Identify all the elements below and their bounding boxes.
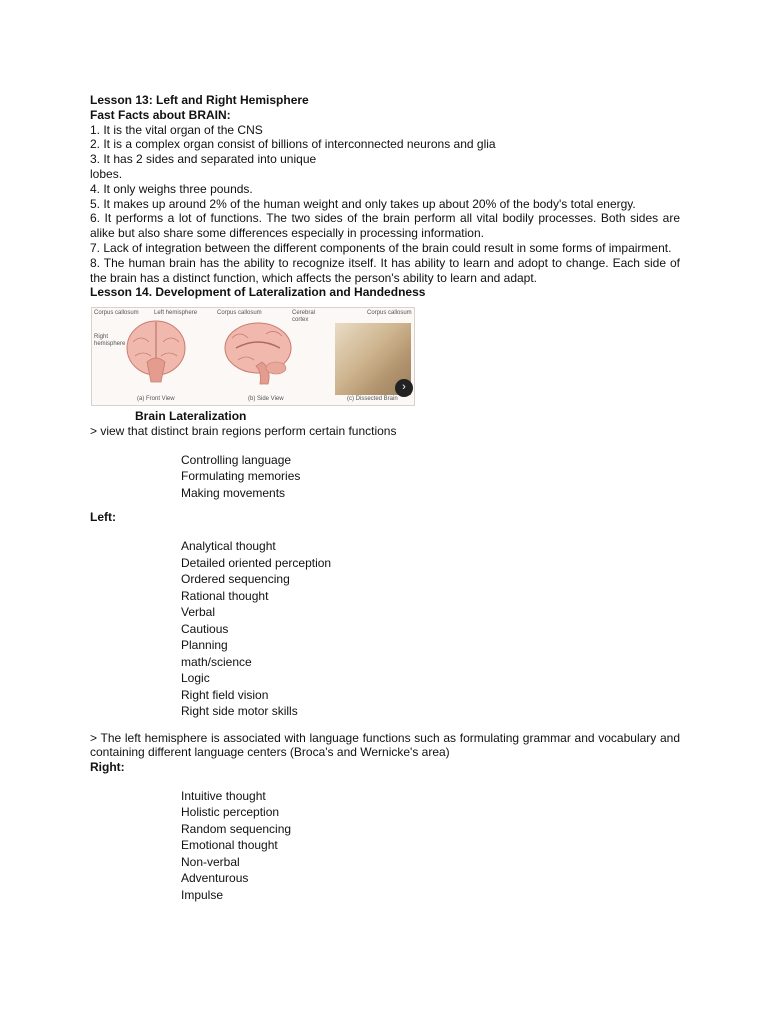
label-corpus-callosum-front: Corpus callosum xyxy=(94,310,139,317)
label-right-hemisphere-line1: Right xyxy=(94,334,109,341)
lesson13-title: Lesson 13: Left and Right Hemisphere xyxy=(90,93,309,107)
label-right-hemisphere-line2: hemisphere xyxy=(94,341,126,348)
list-item: math/science xyxy=(181,654,252,669)
fact-5: 5. It makes up around 2% of the human weight and only takes up about 20% of the body's total energy. xyxy=(90,196,636,211)
list-item: Intuitive thought xyxy=(181,788,266,803)
list-item: Planning xyxy=(181,638,228,653)
caption-dissected-brain: (c) Dissected Brain xyxy=(347,396,398,403)
document-page xyxy=(90,93,680,903)
brain-lateralization-heading: Brain Lateralization xyxy=(135,409,247,424)
list-item: Analytical thought xyxy=(181,539,276,554)
brain-front-view-image xyxy=(125,316,187,388)
label-cerebral-cortex-line2: cortex xyxy=(292,317,309,324)
list-item: Making movements xyxy=(181,485,286,500)
list-item: Formulating memories xyxy=(181,469,301,484)
functions-list xyxy=(90,452,680,502)
list-item: Controlling language xyxy=(181,452,292,467)
fact-3: 3. It has 2 sides and separated into unique xyxy=(90,152,317,167)
fact-2: 2. It is a complex organ consist of billions of interconnected neurons and glia xyxy=(90,137,496,152)
list-item: Detailed oriented perception xyxy=(181,555,332,570)
list-item: Adventurous xyxy=(181,871,249,886)
list-item: Right side motor skills xyxy=(181,704,298,719)
list-item: Cautious xyxy=(181,621,229,636)
fact-8: 8. The human brain has the ability to recognize itself. It has ability to learn and adopt to change. Each side of the brain has a distinct function, which affects the person's ability to learn and adapt. xyxy=(90,255,680,285)
list-item: Holistic perception xyxy=(181,805,280,820)
fact-7: 7. Lack of integration between the different components of the brain could result in some forms of impairment. xyxy=(90,240,672,255)
list-item: Non-verbal xyxy=(181,854,240,869)
list-item: Random sequencing xyxy=(181,821,292,836)
list-item: Impulse xyxy=(181,887,224,902)
label-corpus-callosum-side: Corpus callosum xyxy=(217,310,262,317)
label-cerebral-cortex-line1: Cerebral xyxy=(292,310,316,317)
brain-figure xyxy=(91,307,415,406)
label-left-hemisphere: Left hemisphere xyxy=(154,310,198,317)
fast-facts-heading: Fast Facts about BRAIN: xyxy=(90,107,231,122)
caption-side-view: (b) Side View xyxy=(248,396,284,403)
lesson14-title: Lesson 14. Development of Lateralization and Handedness xyxy=(90,285,426,300)
left-heading: Left: xyxy=(90,510,116,525)
list-item: Logic xyxy=(181,671,210,686)
left-list xyxy=(90,538,680,720)
fact-3-continued: lobes. xyxy=(90,166,123,181)
label-corpus-callosum-dissected: Corpus callosum xyxy=(367,310,412,317)
right-list xyxy=(90,788,680,904)
list-item: Ordered sequencing xyxy=(181,572,290,587)
chevron-right-icon[interactable]: › xyxy=(395,379,413,397)
list-item: Verbal xyxy=(181,605,216,620)
fact-6: 6. It performs a lot of functions. The two sides of the brain perform all vital bodily processes. Both sides are alike but also share some differences especially in processing information. xyxy=(90,211,680,241)
lateralization-definition: > view that distinct brain regions perform certain functions xyxy=(90,423,397,438)
list-item: Rational thought xyxy=(181,588,269,603)
fact-1: 1. It is the vital organ of the CNS xyxy=(90,122,263,137)
list-item: Right field vision xyxy=(181,687,269,702)
right-heading: Right: xyxy=(90,760,125,775)
fact-4: 4. It only weighs three pounds. xyxy=(90,181,253,196)
left-hemisphere-note: > The left hemisphere is associated with language functions such as formulating grammar and vocabulary and containing different language centers (Broca's and Wernicke's area) xyxy=(90,730,680,760)
brain-side-view-image xyxy=(222,318,294,388)
caption-front-view: (a) Front View xyxy=(137,396,175,403)
list-item: Emotional thought xyxy=(181,838,278,853)
